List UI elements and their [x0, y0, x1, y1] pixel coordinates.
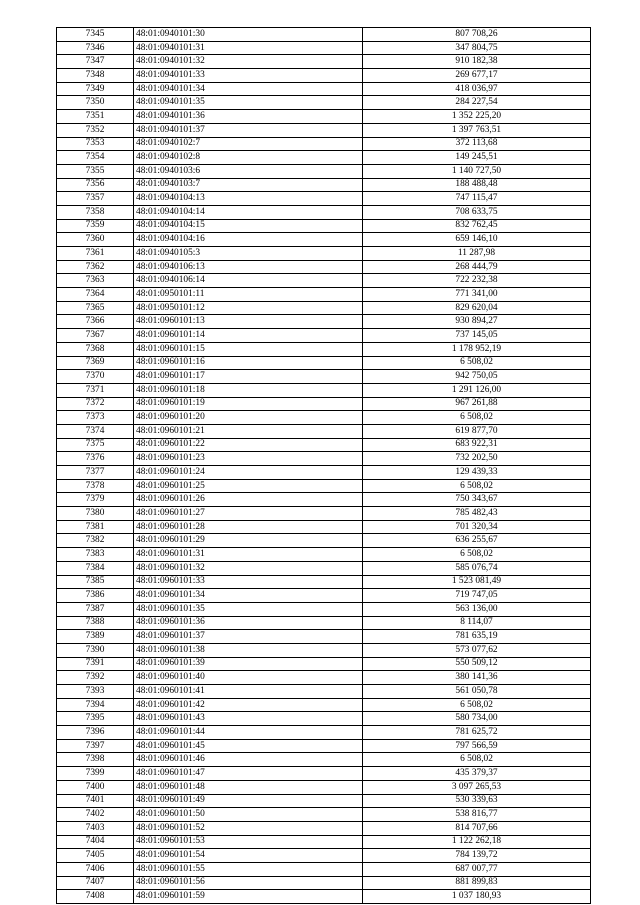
- cadastral-number: 48:01:0950101:12: [134, 301, 363, 315]
- cadastral-value: 722 232,38: [363, 274, 591, 288]
- cadastral-value: 1 352 225,20: [363, 110, 591, 124]
- cadastral-value: 814 707,66: [363, 821, 591, 835]
- row-number: 7399: [57, 767, 134, 781]
- cadastral-number: 48:01:0960101:25: [134, 479, 363, 493]
- cadastral-value: 149 245,51: [363, 151, 591, 165]
- row-number: 7348: [57, 69, 134, 83]
- cadastral-number: 48:01:0960101:34: [134, 589, 363, 603]
- table-row: [57, 685, 591, 699]
- row-number: 7353: [57, 137, 134, 151]
- cadastral-number: 48:01:0960101:15: [134, 342, 363, 356]
- cadastral-number: 48:01:0960101:39: [134, 657, 363, 671]
- table-row: [57, 260, 591, 274]
- row-number: 7384: [57, 561, 134, 575]
- table-row: [57, 835, 591, 849]
- cadastral-number: 48:01:0960101:59: [134, 890, 363, 904]
- table-row: [57, 493, 591, 507]
- cadastral-number: 48:01:0940103:6: [134, 164, 363, 178]
- cadastral-value: 807 708,26: [363, 28, 591, 42]
- table-row: [57, 849, 591, 863]
- cadastral-value: 550 509,12: [363, 657, 591, 671]
- row-number: 7391: [57, 657, 134, 671]
- cadastral-value: 580 734,00: [363, 712, 591, 726]
- cadastral-value: 530 339,63: [363, 794, 591, 808]
- cadastral-value: 930 894,27: [363, 315, 591, 329]
- cadastral-number: 48:01:0960101:40: [134, 671, 363, 685]
- table-row: [57, 28, 591, 42]
- cadastral-value: 636 255,67: [363, 534, 591, 548]
- cadastral-number: 48:01:0940101:36: [134, 110, 363, 124]
- cadastral-value: 563 136,00: [363, 602, 591, 616]
- row-number: 7383: [57, 548, 134, 562]
- table-row: [57, 301, 591, 315]
- cadastral-value: 719 747,05: [363, 589, 591, 603]
- cadastral-number: 48:01:0960101:16: [134, 356, 363, 370]
- table-row: [57, 794, 591, 808]
- cadastral-number: 48:01:0960101:28: [134, 520, 363, 534]
- row-number: 7395: [57, 712, 134, 726]
- cadastral-value: 910 182,38: [363, 55, 591, 69]
- cadastral-value: 11 287,98: [363, 247, 591, 261]
- cadastral-number: 48:01:0960101:54: [134, 849, 363, 863]
- cadastral-number: 48:01:0960101:18: [134, 383, 363, 397]
- row-number: 7345: [57, 28, 134, 42]
- row-number: 7389: [57, 630, 134, 644]
- cadastral-value: 683 922,31: [363, 438, 591, 452]
- table-row: [57, 164, 591, 178]
- table-row: [57, 808, 591, 822]
- cadastral-number: 48:01:0960101:38: [134, 643, 363, 657]
- cadastral-value: 1 140 727,50: [363, 164, 591, 178]
- table-row: [57, 274, 591, 288]
- cadastral-value: 435 379,37: [363, 767, 591, 781]
- row-number: 7398: [57, 753, 134, 767]
- cadastral-number: 48:01:0960101:45: [134, 739, 363, 753]
- cadastral-number: 48:01:0960101:50: [134, 808, 363, 822]
- cadastral-number: 48:01:0940101:35: [134, 96, 363, 110]
- table-row: [57, 397, 591, 411]
- cadastral-value: 967 261,88: [363, 397, 591, 411]
- table-row: [57, 520, 591, 534]
- cadastral-value: 881 899,83: [363, 876, 591, 890]
- table-row: [57, 561, 591, 575]
- table-row: [57, 862, 591, 876]
- cadastral-number: 48:01:0960101:13: [134, 315, 363, 329]
- table-row: [57, 466, 591, 480]
- table-row: [57, 671, 591, 685]
- cadastral-value: 268 444,79: [363, 260, 591, 274]
- row-number: 7371: [57, 383, 134, 397]
- table-row: [57, 329, 591, 343]
- cadastral-number: 48:01:0960101:14: [134, 329, 363, 343]
- cadastral-value: 418 036,97: [363, 82, 591, 96]
- table-row: [57, 739, 591, 753]
- cadastral-number: 48:01:0960101:49: [134, 794, 363, 808]
- cadastral-number: 48:01:0960101:37: [134, 630, 363, 644]
- table-row: [57, 356, 591, 370]
- table-row: [57, 192, 591, 206]
- cadastral-number: 48:01:0960101:44: [134, 726, 363, 740]
- cadastral-number: 48:01:0960101:17: [134, 370, 363, 384]
- table-row: [57, 698, 591, 712]
- row-number: 7403: [57, 821, 134, 835]
- table-row: [57, 616, 591, 630]
- table-row: [57, 507, 591, 521]
- row-number: 7372: [57, 397, 134, 411]
- cadastral-number: 48:01:0940101:34: [134, 82, 363, 96]
- row-number: 7355: [57, 164, 134, 178]
- table-row: [57, 452, 591, 466]
- cadastral-number: 48:01:0960101:52: [134, 821, 363, 835]
- row-number: 7397: [57, 739, 134, 753]
- cadastral-value: 6 508,02: [363, 356, 591, 370]
- cadastral-value: 6 508,02: [363, 479, 591, 493]
- cadastral-value: 781 625,72: [363, 726, 591, 740]
- row-number: 7386: [57, 589, 134, 603]
- table-row: [57, 82, 591, 96]
- cadastral-number: 48:01:0960101:36: [134, 616, 363, 630]
- cadastral-value: 129 439,33: [363, 466, 591, 480]
- cadastral-value: 573 077,62: [363, 643, 591, 657]
- cadastral-number: 48:01:0960101:56: [134, 876, 363, 890]
- cadastral-value: 771 341,00: [363, 288, 591, 302]
- row-number: 7402: [57, 808, 134, 822]
- row-number: 7376: [57, 452, 134, 466]
- cadastral-number: 48:01:0940102:7: [134, 137, 363, 151]
- cadastral-value: 829 620,04: [363, 301, 591, 315]
- row-number: 7373: [57, 411, 134, 425]
- cadastral-value: 1 122 262,18: [363, 835, 591, 849]
- table-row: [57, 288, 591, 302]
- table-row: [57, 821, 591, 835]
- table-row: [57, 726, 591, 740]
- row-number: 7367: [57, 329, 134, 343]
- cadastral-value: 1 397 763,51: [363, 123, 591, 137]
- row-number: 7350: [57, 96, 134, 110]
- row-number: 7407: [57, 876, 134, 890]
- cadastral-value: 797 566,59: [363, 739, 591, 753]
- row-number: 7405: [57, 849, 134, 863]
- table-row: [57, 205, 591, 219]
- cadastral-number: 48:01:0960101:26: [134, 493, 363, 507]
- row-number: 7387: [57, 602, 134, 616]
- cadastral-value: 6 508,02: [363, 548, 591, 562]
- cadastral-value-table: [56, 27, 591, 904]
- table-row: [57, 96, 591, 110]
- row-number: 7347: [57, 55, 134, 69]
- cadastral-number: 48:01:0960101:21: [134, 424, 363, 438]
- cadastral-value: 832 762,45: [363, 219, 591, 233]
- table-row: [57, 137, 591, 151]
- cadastral-value: 3 097 265,53: [363, 780, 591, 794]
- row-number: 7370: [57, 370, 134, 384]
- cadastral-number: 48:01:0960101:41: [134, 685, 363, 699]
- row-number: 7400: [57, 780, 134, 794]
- cadastral-value: 619 877,70: [363, 424, 591, 438]
- cadastral-value: 708 633,75: [363, 205, 591, 219]
- cadastral-number: 48:01:0960101:20: [134, 411, 363, 425]
- row-number: 7385: [57, 575, 134, 589]
- row-number: 7374: [57, 424, 134, 438]
- cadastral-number: 48:01:0960101:47: [134, 767, 363, 781]
- cadastral-number: 48:01:0960101:32: [134, 561, 363, 575]
- row-number: 7408: [57, 890, 134, 904]
- cadastral-value: 701 320,34: [363, 520, 591, 534]
- row-number: 7361: [57, 247, 134, 261]
- cadastral-value: 1 178 952,19: [363, 342, 591, 356]
- cadastral-number: 48:01:0960101:31: [134, 548, 363, 562]
- table-row: [57, 479, 591, 493]
- cadastral-number: 48:01:0960101:42: [134, 698, 363, 712]
- cadastral-number: 48:01:0940101:37: [134, 123, 363, 137]
- cadastral-number: 48:01:0960101:23: [134, 452, 363, 466]
- table-row: [57, 411, 591, 425]
- row-number: 7380: [57, 507, 134, 521]
- row-number: 7378: [57, 479, 134, 493]
- cadastral-number: 48:01:0960101:22: [134, 438, 363, 452]
- row-number: 7382: [57, 534, 134, 548]
- cadastral-value: 372 113,68: [363, 137, 591, 151]
- table-row: [57, 233, 591, 247]
- cadastral-number: 48:01:0960101:24: [134, 466, 363, 480]
- table-row: [57, 575, 591, 589]
- cadastral-value: 1 291 126,00: [363, 383, 591, 397]
- table-row: [57, 383, 591, 397]
- cadastral-number: 48:01:0940102:8: [134, 151, 363, 165]
- table-row: [57, 55, 591, 69]
- cadastral-number: 48:01:0960101:43: [134, 712, 363, 726]
- row-number: 7349: [57, 82, 134, 96]
- cadastral-value: 737 145,05: [363, 329, 591, 343]
- cadastral-number: 48:01:0940101:33: [134, 69, 363, 83]
- cadastral-value: 659 146,10: [363, 233, 591, 247]
- cadastral-value: 347 804,75: [363, 41, 591, 55]
- table-row: [57, 69, 591, 83]
- row-number: 7365: [57, 301, 134, 315]
- cadastral-number: 48:01:0960101:46: [134, 753, 363, 767]
- cadastral-number: 48:01:0940101:30: [134, 28, 363, 42]
- row-number: 7381: [57, 520, 134, 534]
- cadastral-value: 1 037 180,93: [363, 890, 591, 904]
- row-number: 7351: [57, 110, 134, 124]
- table-row: [57, 370, 591, 384]
- row-number: 7377: [57, 466, 134, 480]
- table-row: [57, 890, 591, 904]
- cadastral-value: 784 139,72: [363, 849, 591, 863]
- row-number: 7393: [57, 685, 134, 699]
- cadastral-value: 8 114,07: [363, 616, 591, 630]
- table-row: [57, 178, 591, 192]
- row-number: 7368: [57, 342, 134, 356]
- table-row: [57, 876, 591, 890]
- table-row: [57, 767, 591, 781]
- row-number: 7362: [57, 260, 134, 274]
- row-number: 7375: [57, 438, 134, 452]
- cadastral-number: 48:01:0940101:31: [134, 41, 363, 55]
- cadastral-value: 747 115,47: [363, 192, 591, 206]
- cadastral-value: 269 677,17: [363, 69, 591, 83]
- table-row: [57, 315, 591, 329]
- table-row: [57, 780, 591, 794]
- cadastral-number: 48:01:0960101:29: [134, 534, 363, 548]
- cadastral-number: 48:01:0960101:48: [134, 780, 363, 794]
- cadastral-value: 6 508,02: [363, 411, 591, 425]
- table-row: [57, 657, 591, 671]
- cadastral-value: 750 343,67: [363, 493, 591, 507]
- cadastral-value: 942 750,05: [363, 370, 591, 384]
- cadastral-number: 48:01:0950101:11: [134, 288, 363, 302]
- cadastral-number: 48:01:0940104:13: [134, 192, 363, 206]
- cadastral-value: 6 508,02: [363, 698, 591, 712]
- cadastral-value: 188 488,48: [363, 178, 591, 192]
- row-number: 7358: [57, 205, 134, 219]
- table-row: [57, 548, 591, 562]
- cadastral-value: 538 816,77: [363, 808, 591, 822]
- table-row: [57, 247, 591, 261]
- table-row: [57, 589, 591, 603]
- cadastral-number: 48:01:0960101:27: [134, 507, 363, 521]
- row-number: 7392: [57, 671, 134, 685]
- cadastral-value: 284 227,54: [363, 96, 591, 110]
- cadastral-number: 48:01:0960101:19: [134, 397, 363, 411]
- row-number: 7346: [57, 41, 134, 55]
- row-number: 7394: [57, 698, 134, 712]
- table-row: [57, 438, 591, 452]
- row-number: 7357: [57, 192, 134, 206]
- cadastral-value: 687 007,77: [363, 862, 591, 876]
- table-row: [57, 712, 591, 726]
- cadastral-number: 48:01:0960101:33: [134, 575, 363, 589]
- cadastral-number: 48:01:0940104:14: [134, 205, 363, 219]
- cadastral-number: 48:01:0940105:3: [134, 247, 363, 261]
- cadastral-number: 48:01:0940104:15: [134, 219, 363, 233]
- table-row: [57, 123, 591, 137]
- row-number: 7396: [57, 726, 134, 740]
- table-row: [57, 534, 591, 548]
- row-number: 7359: [57, 219, 134, 233]
- row-number: 7363: [57, 274, 134, 288]
- cadastral-number: 48:01:0940103:7: [134, 178, 363, 192]
- table-row: [57, 110, 591, 124]
- row-number: 7390: [57, 643, 134, 657]
- row-number: 7352: [57, 123, 134, 137]
- row-number: 7366: [57, 315, 134, 329]
- row-number: 7406: [57, 862, 134, 876]
- cadastral-value: 1 523 081,49: [363, 575, 591, 589]
- table-row: [57, 424, 591, 438]
- cadastral-value: 561 050,78: [363, 685, 591, 699]
- cadastral-value: 781 635,19: [363, 630, 591, 644]
- cadastral-value: 785 482,43: [363, 507, 591, 521]
- row-number: 7369: [57, 356, 134, 370]
- row-number: 7356: [57, 178, 134, 192]
- table-row: [57, 602, 591, 616]
- cadastral-value: 585 076,74: [363, 561, 591, 575]
- cadastral-value: 380 141,36: [363, 671, 591, 685]
- cadastral-number: 48:01:0940106:14: [134, 274, 363, 288]
- row-number: 7401: [57, 794, 134, 808]
- table-row: [57, 753, 591, 767]
- cadastral-number: 48:01:0940104:16: [134, 233, 363, 247]
- table-body: [57, 28, 591, 904]
- row-number: 7388: [57, 616, 134, 630]
- row-number: 7364: [57, 288, 134, 302]
- cadastral-number: 48:01:0940101:32: [134, 55, 363, 69]
- cadastral-number: 48:01:0940106:13: [134, 260, 363, 274]
- table-row: [57, 630, 591, 644]
- table-row: [57, 219, 591, 233]
- row-number: 7360: [57, 233, 134, 247]
- cadastral-number: 48:01:0960101:53: [134, 835, 363, 849]
- cadastral-value: 732 202,50: [363, 452, 591, 466]
- row-number: 7354: [57, 151, 134, 165]
- table-row: [57, 41, 591, 55]
- row-number: 7404: [57, 835, 134, 849]
- cadastral-number: 48:01:0960101:35: [134, 602, 363, 616]
- row-number: 7379: [57, 493, 134, 507]
- cadastral-value: 6 508,02: [363, 753, 591, 767]
- table-row: [57, 643, 591, 657]
- table-row: [57, 342, 591, 356]
- cadastral-number: 48:01:0960101:55: [134, 862, 363, 876]
- table-row: [57, 151, 591, 165]
